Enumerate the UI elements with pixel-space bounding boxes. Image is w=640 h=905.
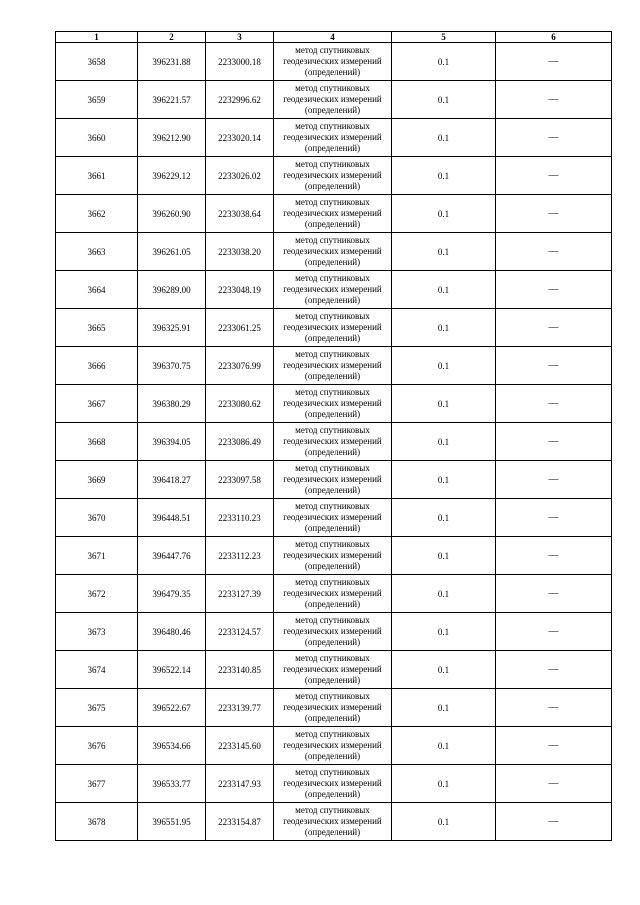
accuracy-cell: 0.1 xyxy=(392,119,496,157)
table-row xyxy=(56,651,612,689)
description-cell: — xyxy=(496,81,612,119)
table-row xyxy=(56,613,612,651)
accuracy-cell: 0.1 xyxy=(392,195,496,233)
accuracy-cell: 0.1 xyxy=(392,613,496,651)
accuracy-cell: 0.1 xyxy=(392,271,496,309)
method-cell xyxy=(274,537,392,575)
table-row xyxy=(56,575,612,613)
table-row xyxy=(56,499,612,537)
y-coordinate-cell: 2233020.14 xyxy=(206,119,274,157)
y-coordinate-cell: 2233000.18 xyxy=(206,43,274,81)
method-line: геодезических измерений xyxy=(283,322,382,332)
method-cell xyxy=(274,765,392,803)
method-line: метод спутниковых xyxy=(295,501,370,511)
x-coordinate-cell: 396448.51 xyxy=(138,499,206,537)
table-row xyxy=(56,157,612,195)
description-cell: — xyxy=(496,537,612,575)
method-line: геодезических измерений xyxy=(283,588,382,598)
description-cell: — xyxy=(496,271,612,309)
method-line: (определений) xyxy=(304,219,361,229)
table-row xyxy=(56,81,612,119)
accuracy-cell: 0.1 xyxy=(392,537,496,575)
accuracy-cell: 0.1 xyxy=(392,499,496,537)
accuracy-cell: 0.1 xyxy=(392,43,496,81)
method-line: (определений) xyxy=(304,751,361,761)
y-coordinate-cell: 2232996.62 xyxy=(206,81,274,119)
x-coordinate-cell: 396231.88 xyxy=(138,43,206,81)
method-line: геодезических измерений xyxy=(283,778,382,788)
x-coordinate-cell: 396380.29 xyxy=(138,385,206,423)
point-number-cell: 3674 xyxy=(56,651,138,689)
method-line: геодезических измерений xyxy=(283,284,382,294)
method-line: геодезических измерений xyxy=(283,56,382,66)
table-row xyxy=(56,233,612,271)
method-line: метод спутниковых xyxy=(295,425,370,435)
method-cell xyxy=(274,385,392,423)
point-number-cell: 3662 xyxy=(56,195,138,233)
description-cell: — xyxy=(496,461,612,499)
point-number-cell: 3658 xyxy=(56,43,138,81)
method-line: метод спутниковых xyxy=(295,121,370,131)
method-line: геодезических измерений xyxy=(283,512,382,522)
x-coordinate-cell: 396370.75 xyxy=(138,347,206,385)
point-number-cell: 3666 xyxy=(56,347,138,385)
point-number-cell: 3668 xyxy=(56,423,138,461)
method-cell xyxy=(274,81,392,119)
table-row xyxy=(56,195,612,233)
method-line: метод спутниковых xyxy=(295,653,370,663)
y-coordinate-cell: 2233097.58 xyxy=(206,461,274,499)
coordinates-table xyxy=(55,31,612,841)
method-line: геодезических измерений xyxy=(283,170,382,180)
header-col-6: 6 xyxy=(496,32,612,43)
description-cell: — xyxy=(496,119,612,157)
description-cell: — xyxy=(496,43,612,81)
y-coordinate-cell: 2233139.77 xyxy=(206,689,274,727)
accuracy-cell: 0.1 xyxy=(392,689,496,727)
table-row xyxy=(56,309,612,347)
method-cell xyxy=(274,803,392,841)
method-line: (определений) xyxy=(304,105,361,115)
accuracy-cell: 0.1 xyxy=(392,81,496,119)
description-cell: — xyxy=(496,233,612,271)
method-line: (определений) xyxy=(304,257,361,267)
method-cell xyxy=(274,651,392,689)
method-line: метод спутниковых xyxy=(295,349,370,359)
description-cell: — xyxy=(496,499,612,537)
method-cell xyxy=(274,499,392,537)
x-coordinate-cell: 396522.67 xyxy=(138,689,206,727)
y-coordinate-cell: 2233154.87 xyxy=(206,803,274,841)
method-line: (определений) xyxy=(304,827,361,837)
accuracy-cell: 0.1 xyxy=(392,157,496,195)
table-row xyxy=(56,423,612,461)
y-coordinate-cell: 2233086.49 xyxy=(206,423,274,461)
method-line: метод спутниковых xyxy=(295,45,370,55)
method-line: геодезических измерений xyxy=(283,436,382,446)
y-coordinate-cell: 2233124.57 xyxy=(206,613,274,651)
y-coordinate-cell: 2233080.62 xyxy=(206,385,274,423)
x-coordinate-cell: 396533.77 xyxy=(138,765,206,803)
method-line: (определений) xyxy=(304,143,361,153)
y-coordinate-cell: 2233145.60 xyxy=(206,727,274,765)
method-line: метод спутниковых xyxy=(295,691,370,701)
method-line: метод спутниковых xyxy=(295,83,370,93)
table-row xyxy=(56,43,612,81)
method-line: метод спутниковых xyxy=(295,539,370,549)
point-number-cell: 3676 xyxy=(56,727,138,765)
accuracy-cell: 0.1 xyxy=(392,651,496,689)
method-line: (определений) xyxy=(304,371,361,381)
point-number-cell: 3673 xyxy=(56,613,138,651)
accuracy-cell: 0.1 xyxy=(392,765,496,803)
method-line: геодезических измерений xyxy=(283,474,382,484)
point-number-cell: 3669 xyxy=(56,461,138,499)
method-line: геодезических измерений xyxy=(283,246,382,256)
method-line: (определений) xyxy=(304,409,361,419)
point-number-cell: 3664 xyxy=(56,271,138,309)
method-line: геодезических измерений xyxy=(283,360,382,370)
method-line: (определений) xyxy=(304,181,361,191)
method-line: геодезических измерений xyxy=(283,816,382,826)
x-coordinate-cell: 396221.57 xyxy=(138,81,206,119)
method-line: метод спутниковых xyxy=(295,311,370,321)
accuracy-cell: 0.1 xyxy=(392,347,496,385)
point-number-cell: 3667 xyxy=(56,385,138,423)
method-line: метод спутниковых xyxy=(295,615,370,625)
method-line: метод спутниковых xyxy=(295,577,370,587)
method-cell xyxy=(274,119,392,157)
description-cell: — xyxy=(496,689,612,727)
x-coordinate-cell: 396551.95 xyxy=(138,803,206,841)
method-cell xyxy=(274,613,392,651)
method-cell xyxy=(274,233,392,271)
y-coordinate-cell: 2233127.39 xyxy=(206,575,274,613)
accuracy-cell: 0.1 xyxy=(392,385,496,423)
description-cell: — xyxy=(496,613,612,651)
header-col-2: 2 xyxy=(138,32,206,43)
point-number-cell: 3675 xyxy=(56,689,138,727)
method-line: геодезических измерений xyxy=(283,626,382,636)
point-number-cell: 3672 xyxy=(56,575,138,613)
description-cell: — xyxy=(496,765,612,803)
method-cell xyxy=(274,461,392,499)
description-cell: — xyxy=(496,575,612,613)
x-coordinate-cell: 396229.12 xyxy=(138,157,206,195)
description-cell: — xyxy=(496,157,612,195)
header-col-1: 1 xyxy=(56,32,138,43)
table-row xyxy=(56,119,612,157)
y-coordinate-cell: 2233112.23 xyxy=(206,537,274,575)
method-line: (определений) xyxy=(304,67,361,77)
x-coordinate-cell: 396289.00 xyxy=(138,271,206,309)
point-number-cell: 3677 xyxy=(56,765,138,803)
method-line: (определений) xyxy=(304,523,361,533)
method-line: (определений) xyxy=(304,447,361,457)
method-line: геодезических измерений xyxy=(283,132,382,142)
x-coordinate-cell: 396534.66 xyxy=(138,727,206,765)
table-row xyxy=(56,271,612,309)
point-number-cell: 3659 xyxy=(56,81,138,119)
method-line: (определений) xyxy=(304,561,361,571)
x-coordinate-cell: 396325.91 xyxy=(138,309,206,347)
description-cell: — xyxy=(496,651,612,689)
y-coordinate-cell: 2233026.02 xyxy=(206,157,274,195)
point-number-cell: 3670 xyxy=(56,499,138,537)
method-cell xyxy=(274,157,392,195)
header-col-5: 5 xyxy=(392,32,496,43)
y-coordinate-cell: 2233110.23 xyxy=(206,499,274,537)
method-line: метод спутниковых xyxy=(295,387,370,397)
description-cell: — xyxy=(496,309,612,347)
method-line: геодезических измерений xyxy=(283,208,382,218)
method-line: (определений) xyxy=(304,713,361,723)
method-cell xyxy=(274,309,392,347)
method-cell xyxy=(274,423,392,461)
method-cell xyxy=(274,727,392,765)
accuracy-cell: 0.1 xyxy=(392,233,496,271)
method-cell xyxy=(274,43,392,81)
description-cell: — xyxy=(496,727,612,765)
method-line: (определений) xyxy=(304,599,361,609)
method-line: метод спутниковых xyxy=(295,463,370,473)
accuracy-cell: 0.1 xyxy=(392,309,496,347)
table-row xyxy=(56,347,612,385)
table-row xyxy=(56,765,612,803)
description-cell: — xyxy=(496,803,612,841)
method-line: метод спутниковых xyxy=(295,273,370,283)
table-row xyxy=(56,803,612,841)
point-number-cell: 3671 xyxy=(56,537,138,575)
method-cell xyxy=(274,347,392,385)
method-cell xyxy=(274,689,392,727)
y-coordinate-cell: 2233038.20 xyxy=(206,233,274,271)
table-header-row xyxy=(56,32,612,43)
method-line: метод спутниковых xyxy=(295,805,370,815)
accuracy-cell: 0.1 xyxy=(392,575,496,613)
point-number-cell: 3678 xyxy=(56,803,138,841)
method-line: метод спутниковых xyxy=(295,235,370,245)
method-cell xyxy=(274,195,392,233)
method-line: (определений) xyxy=(304,675,361,685)
method-cell xyxy=(274,575,392,613)
table-row xyxy=(56,727,612,765)
method-line: геодезических измерений xyxy=(283,94,382,104)
x-coordinate-cell: 396394.05 xyxy=(138,423,206,461)
y-coordinate-cell: 2233048.19 xyxy=(206,271,274,309)
method-line: (определений) xyxy=(304,485,361,495)
x-coordinate-cell: 396418.27 xyxy=(138,461,206,499)
x-coordinate-cell: 396522.14 xyxy=(138,651,206,689)
header-col-3: 3 xyxy=(206,32,274,43)
point-number-cell: 3663 xyxy=(56,233,138,271)
method-line: геодезических измерений xyxy=(283,702,382,712)
accuracy-cell: 0.1 xyxy=(392,461,496,499)
method-line: (определений) xyxy=(304,789,361,799)
accuracy-cell: 0.1 xyxy=(392,727,496,765)
x-coordinate-cell: 396480.46 xyxy=(138,613,206,651)
method-line: (определений) xyxy=(304,637,361,647)
x-coordinate-cell: 396260.90 xyxy=(138,195,206,233)
y-coordinate-cell: 2233061.25 xyxy=(206,309,274,347)
method-line: геодезических измерений xyxy=(283,550,382,560)
method-line: метод спутниковых xyxy=(295,159,370,169)
x-coordinate-cell: 396212.90 xyxy=(138,119,206,157)
table-row xyxy=(56,537,612,575)
method-line: геодезических измерений xyxy=(283,740,382,750)
method-line: метод спутниковых xyxy=(295,729,370,739)
method-cell xyxy=(274,271,392,309)
y-coordinate-cell: 2233076.99 xyxy=(206,347,274,385)
method-line: геодезических измерений xyxy=(283,664,382,674)
table-body xyxy=(56,43,612,841)
point-number-cell: 3661 xyxy=(56,157,138,195)
description-cell: — xyxy=(496,347,612,385)
description-cell: — xyxy=(496,385,612,423)
description-cell: — xyxy=(496,423,612,461)
table-row xyxy=(56,689,612,727)
table-row xyxy=(56,385,612,423)
point-number-cell: 3665 xyxy=(56,309,138,347)
x-coordinate-cell: 396447.76 xyxy=(138,537,206,575)
y-coordinate-cell: 2233140.85 xyxy=(206,651,274,689)
table-row xyxy=(56,461,612,499)
accuracy-cell: 0.1 xyxy=(392,803,496,841)
point-number-cell: 3660 xyxy=(56,119,138,157)
accuracy-cell: 0.1 xyxy=(392,423,496,461)
y-coordinate-cell: 2233147.93 xyxy=(206,765,274,803)
method-line: метод спутниковых xyxy=(295,767,370,777)
method-line: метод спутниковых xyxy=(295,197,370,207)
method-line: (определений) xyxy=(304,295,361,305)
x-coordinate-cell: 396261.05 xyxy=(138,233,206,271)
description-cell: — xyxy=(496,195,612,233)
header-col-4: 4 xyxy=(274,32,392,43)
y-coordinate-cell: 2233038.64 xyxy=(206,195,274,233)
method-line: геодезических измерений xyxy=(283,398,382,408)
method-line: (определений) xyxy=(304,333,361,343)
x-coordinate-cell: 396479.35 xyxy=(138,575,206,613)
